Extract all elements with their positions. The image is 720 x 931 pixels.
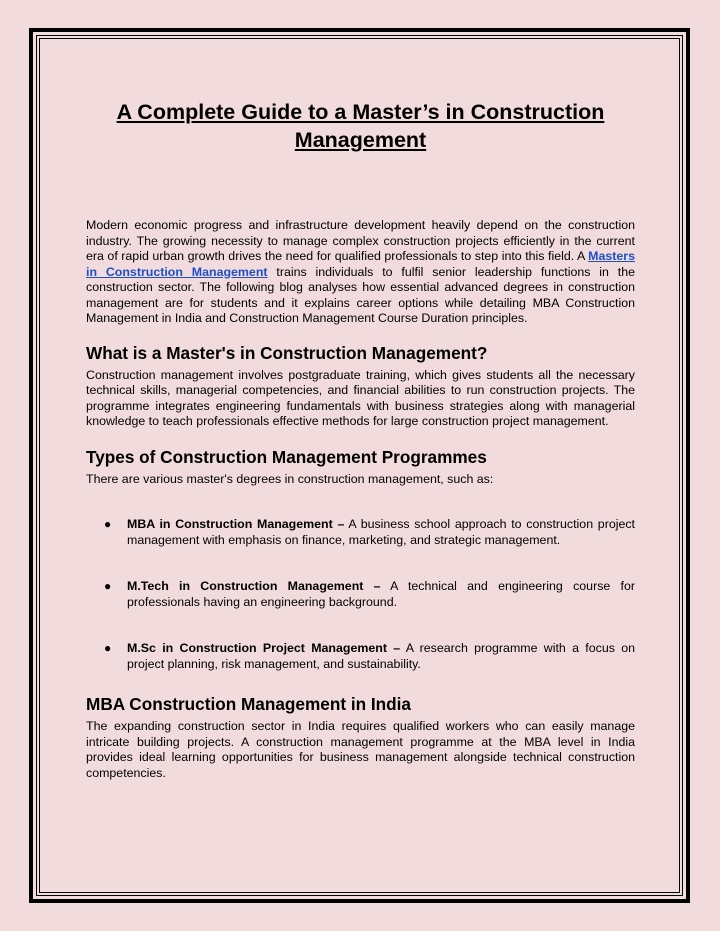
list-item [86,517,635,548]
section-heading-mba-india: MBA Construction Management in India [86,694,411,714]
programme-description: A research programme with a focus on project planning, risk management, and sustainability. [127,641,635,671]
intro-text-before-link: Modern economic progress and infrastructure development heavily depend on the construction industry. The growing necessity to manage complex construction projects efficiently in the current era of rapid urban growth drives the need for qualified professionals to step into this field. A [86,218,635,263]
list-item [86,579,635,610]
masters-construction-management-link[interactable]: Masters in Construction Management [86,249,635,279]
section-body-what-is: Construction management involves postgraduate training, which gives students all the necessary technical skills, managerial competencies, and financial abilities to run construction projects. The programme integrates engineering fundamentals with business strategies along with managerial knowledge to teach professionals effective methods for large construction project management. [86,367,635,428]
programme-description: A business school approach to construction project management with emphasis on finance, marketing, and strategic management. [127,517,635,547]
programme-description: A technical and engineering course for professionals having an engineering background. [127,579,635,609]
list-item [86,641,635,672]
intro-paragraph [86,218,635,327]
section-body-types: There are various master's degrees in construction management, such as: [86,471,494,486]
section-heading-types: Types of Construction Management Programmes [86,446,487,467]
document-content [86,98,635,781]
intro-text-after-link: trains individuals to fulfil senior leadership functions in the construction sector. The following blog analyses how essential advanced degrees in construction management are for students and it explains career options while detailing MBA Construction Management in India and Construction Management Course Duration principles. [86,264,636,325]
document-title: A Complete Guide to a Master’s in Construction Management [116,100,605,152]
programme-name: M.Sc in Construction Project Management – [127,641,401,655]
section-body-mba-india: The expanding construction sector in India requires qualified workers who can easily manage intricate building projects. A construction management programme at the MBA level in India provides ideal learning opportunities for business management alongside technical construction competencies. [86,719,635,780]
bullet-icon: ● [104,641,112,655]
programme-list [86,517,635,672]
section-heading-what-is: What is a Master's in Construction Management? [86,342,488,363]
programme-name: MBA in Construction Management – [127,517,345,531]
bullet-icon: ● [104,517,112,531]
bullet-icon: ● [104,579,112,593]
programme-name: M.Tech in Construction Management – [127,579,381,593]
